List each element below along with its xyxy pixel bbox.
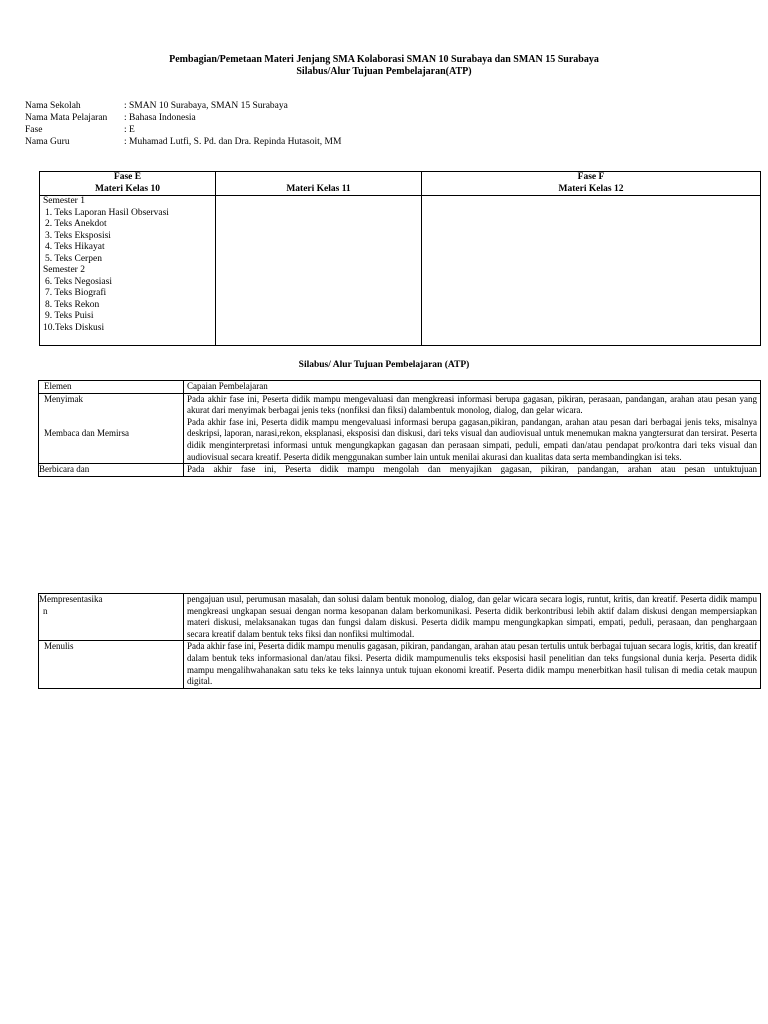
fase-f-header: Fase F: [422, 172, 761, 184]
info-label: Fase: [25, 125, 43, 135]
list-item: 4. Teks Hikayat: [45, 242, 105, 252]
header-capaian: Capaian Pembelajaran: [184, 381, 761, 394]
elemen-label: Menyimak: [44, 393, 83, 404]
info-value: : E: [124, 125, 135, 135]
list-item: 8. Teks Rekon: [45, 299, 100, 310]
title-line-2: Silabus/Alur Tujuan Pembelajaran(ATP): [296, 66, 472, 77]
capaian-menyimak-membaca: [184, 393, 761, 464]
list-item: 1. Teks Laporan Hasil Observasi: [45, 207, 169, 218]
materi-table: [39, 171, 761, 346]
list-item: 5. Teks Cerpen: [45, 253, 102, 264]
kelas-11-cell: [216, 196, 422, 346]
blank-header-cell: [216, 172, 422, 184]
info-label: Nama Sekolah: [25, 101, 81, 111]
info-value: : Muhamad Lutfi, S. Pd. dan Dra. Repinda Hutasoit, MM: [124, 137, 342, 147]
atp-table: [38, 380, 761, 477]
list-item: 7. Teks Biografi: [45, 288, 107, 298]
elemen-label: Membaca dan Memirsa: [44, 428, 129, 439]
list-item: 3. Teks Eksposisi: [45, 230, 111, 241]
elemen-menulis: Menulis: [39, 641, 184, 688]
info-value: : SMAN 10 Surabaya, SMAN 15 Surabaya: [124, 101, 288, 111]
list-item: 2. Teks Anekdot: [45, 219, 107, 229]
elemen-berbicara: Berbicara dan: [39, 464, 184, 477]
elemen-label: n: [43, 605, 48, 616]
info-label: Nama Guru: [25, 137, 70, 147]
capaian-text: Pada akhir fase ini, Peserta didik mampu mengevaluasi dan mengkreasi informasi berupa gagasan, pikiran, perasaan, pandangan, arahan atau pesan yang akurat dari menyimak berbagai jenis teks (nonfiksi dan fiksi) dalambentuk monolog, dialog, dan gelar wicara.: [187, 393, 757, 416]
list-item: 6. Teks Negosiasi: [45, 276, 112, 287]
capaian-menulis: Pada akhir fase ini, Peserta didik mampu menulis gagasan, pikiran, pandangan, arahan atau pesan tertulis untuk berbagai tujuan secara logis, kritis, dan kreatif dalam bentuk teks informasional dan/atau fiksi. Peserta didik mampumenulis teks eksposisi hasil penelitian dan teks fungsional dunia kerja. Peserta didik mampu mengalihwahanakan satu teks ke teks lainnya untuk tujuan ekonomi kreatif. Peserta didik mampu menerbitkan hasil tulisan di media cetak maupun digital.: [184, 641, 761, 688]
atp-title: Silabus/ Alur Tujuan Pembelajaran (ATP): [298, 360, 470, 370]
list-item: Semester 1: [43, 196, 85, 206]
list-item: Semester 2: [43, 265, 85, 275]
atp-table-continued: [38, 593, 761, 689]
col-kelas-11-header: Materi Kelas 11: [216, 184, 422, 196]
kelas-12-cell: [422, 196, 761, 346]
col-kelas-10-header: Materi Kelas 10: [40, 184, 216, 196]
list-item: 9. Teks Puisi: [45, 311, 94, 321]
capaian-berbicara: Pada akhir fase ini, Peserta didik mampu mengolah dan menyajikan gagasan, pikiran, pandangan, arahan atau pesan untuktujuan: [184, 464, 761, 477]
elemen-menyimak: [39, 393, 184, 464]
elemen-label: Mempresentasika: [39, 594, 103, 604]
document-title: [0, 54, 768, 78]
info-label: Nama Mata Pelajaran: [25, 113, 108, 123]
info-value: : Bahasa Indonesia: [124, 113, 196, 123]
col-kelas-12-header: Materi Kelas 12: [422, 184, 761, 196]
title-line-1: Pembagian/Pemetaan Materi Jenjang SMA Kolaborasi SMAN 10 Surabaya dan SMAN 15 Surabaya: [169, 54, 599, 65]
capaian-text: Pada akhir fase ini, Peserta didik mampu mengevaluasi informasi berupa gagasan,pikiran, pandangan, arahan atau pesan dari berbagai jenis teks, misalnya deskripsi, laporan, narasi,rekon, eksplanasi, eksposisi dan diskusi, dari teks visual dan audiovisual untuk menemukan makna yangtersurat dan tersirat. Peserta didik menginterpretasi informasi untuk mengungkapkan gagasan dan perasaan simpati, peduli, empati dan/atau pendapat pro/kontra dari teks visual dan audiovisual secara kreatif. Peserta didik menggunakan sumber lain untuk menilai akurasi dan kualitas data serta membandingkan isi teks.: [187, 416, 757, 462]
capaian-mempresentasikan: pengajuan usul, perumusan masalah, dan solusi dalam bentuk monolog, dialog, dan gelar wicara secara logis, runtut, kritis, dan kreatif. Peserta didik mampu mengkreasi ungkapan sesuai dengan norma kesopanan dalam berkomunikasi. Peserta didik berkontribusi lebih aktif dalam diskusi dengan mempersiapkan materi diskusi, melaksanakan tugas dan fungsi dalam diskusi. Peserta didik mampu mengungkapkan simpati, empati, peduli, perasaan, dan penghargaan secara kreatif dalam bentuk teks fiksi dan nonfiksi multimodal.: [184, 594, 761, 641]
fase-e-header: Fase E: [40, 172, 216, 184]
list-item: 10.Teks Diskusi: [43, 322, 105, 333]
kelas-10-list: [40, 196, 216, 346]
header-elemen: Elemen: [39, 381, 184, 394]
elemen-mempresentasikan: [39, 594, 184, 641]
